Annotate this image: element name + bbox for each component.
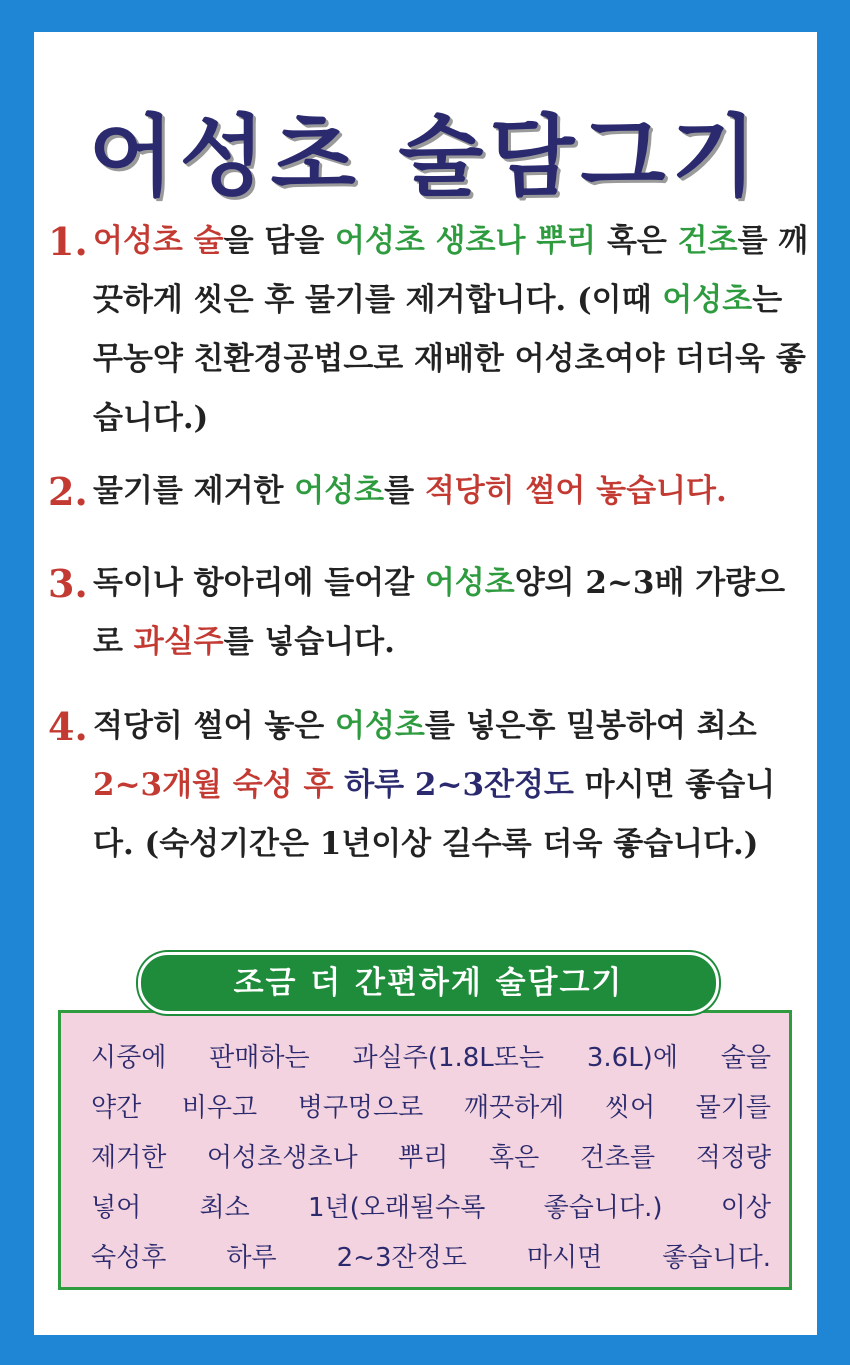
step-text-segment: 마시면 좋습니다. (숙성기간은 1년이상 길수록 더욱 좋습니다.) — [93, 767, 776, 862]
step-text-segment: 2~3개월 숙성 후 — [93, 767, 334, 803]
step-text-segment: 어성초 — [294, 473, 385, 509]
step-text-segment: 적당히 썰어 놓습니다. — [424, 473, 727, 509]
step-2 — [48, 462, 813, 521]
step-text-segment: 혹은 — [596, 223, 678, 259]
step-1 — [48, 212, 813, 448]
step-number: 1. — [48, 219, 88, 264]
step-text-segment: 를 넣습니다. — [223, 624, 395, 660]
step-3 — [48, 554, 813, 672]
step-text-segment: 과실주 — [133, 624, 224, 660]
step-4 — [48, 697, 813, 874]
step-text-segment: 를 넣은후 밀봉하여 최소 — [424, 708, 757, 744]
step-text-segment: 을 담을 — [223, 223, 336, 259]
step-text-segment: 하루 2~3잔정도 — [344, 767, 574, 803]
step-number: 2. — [48, 469, 88, 514]
tip-line: 숙성후 하루 2~3잔정도 마시면 좋습니다. — [91, 1243, 771, 1273]
step-text-segment: 어성초 — [662, 282, 753, 318]
page-title: 어성초 술담그기 — [88, 105, 763, 208]
recipe-card — [34, 32, 817, 1335]
tip-text — [91, 1033, 771, 1283]
tip-box — [58, 1010, 792, 1290]
step-text-segment — [333, 767, 344, 803]
steps-list — [48, 212, 813, 874]
step-text-segment: 양의 2~3배 가량으로 — [93, 565, 786, 660]
step-text — [93, 565, 785, 660]
step-text-segment: 어성초 술 — [93, 223, 224, 259]
step-text — [93, 473, 727, 509]
tip-line: 시중에 판매하는 과실주(1.8L또는 3.6L)에 술을 — [91, 1043, 771, 1073]
step-text-segment: 건초 — [677, 223, 738, 259]
step-text-segment: 어성초 — [424, 565, 515, 601]
tip-box-title: 조금 더 간편하게 술담그기 — [138, 952, 719, 1014]
step-text-segment: 어성초 — [335, 708, 425, 744]
step-text-segment: 물기를 제거한 — [93, 473, 295, 509]
step-text-segment: 를 — [384, 473, 425, 509]
step-text — [93, 708, 775, 862]
step-number: 3. — [48, 561, 88, 606]
tip-line: 넣어 최소 1년(오래될수록 좋습니다.) 이상 — [91, 1193, 771, 1223]
step-text-segment: 독이나 항아리에 들어갈 — [93, 565, 425, 601]
step-text-segment: 는 무농약 친환경공법으로 재배한 어성초여야 더더욱 좋습니다.) — [93, 282, 806, 436]
step-text-segment: 적당히 썰어 놓은 — [93, 708, 335, 744]
tip-line: 제거한 어성초생초나 뿌리 혹은 건초를 적정량 — [91, 1143, 771, 1173]
step-text-segment: 어성초 생초나 뿌리 — [335, 223, 597, 259]
tip-line: 약간 비우고 병구멍으로 깨끗하게 씻어 물기를 — [91, 1093, 771, 1123]
step-text — [93, 223, 808, 436]
step-number: 4. — [48, 704, 88, 749]
step-text-segment: 를 깨끗하게 씻은 후 물기를 제거합니다. (이때 — [93, 223, 809, 318]
